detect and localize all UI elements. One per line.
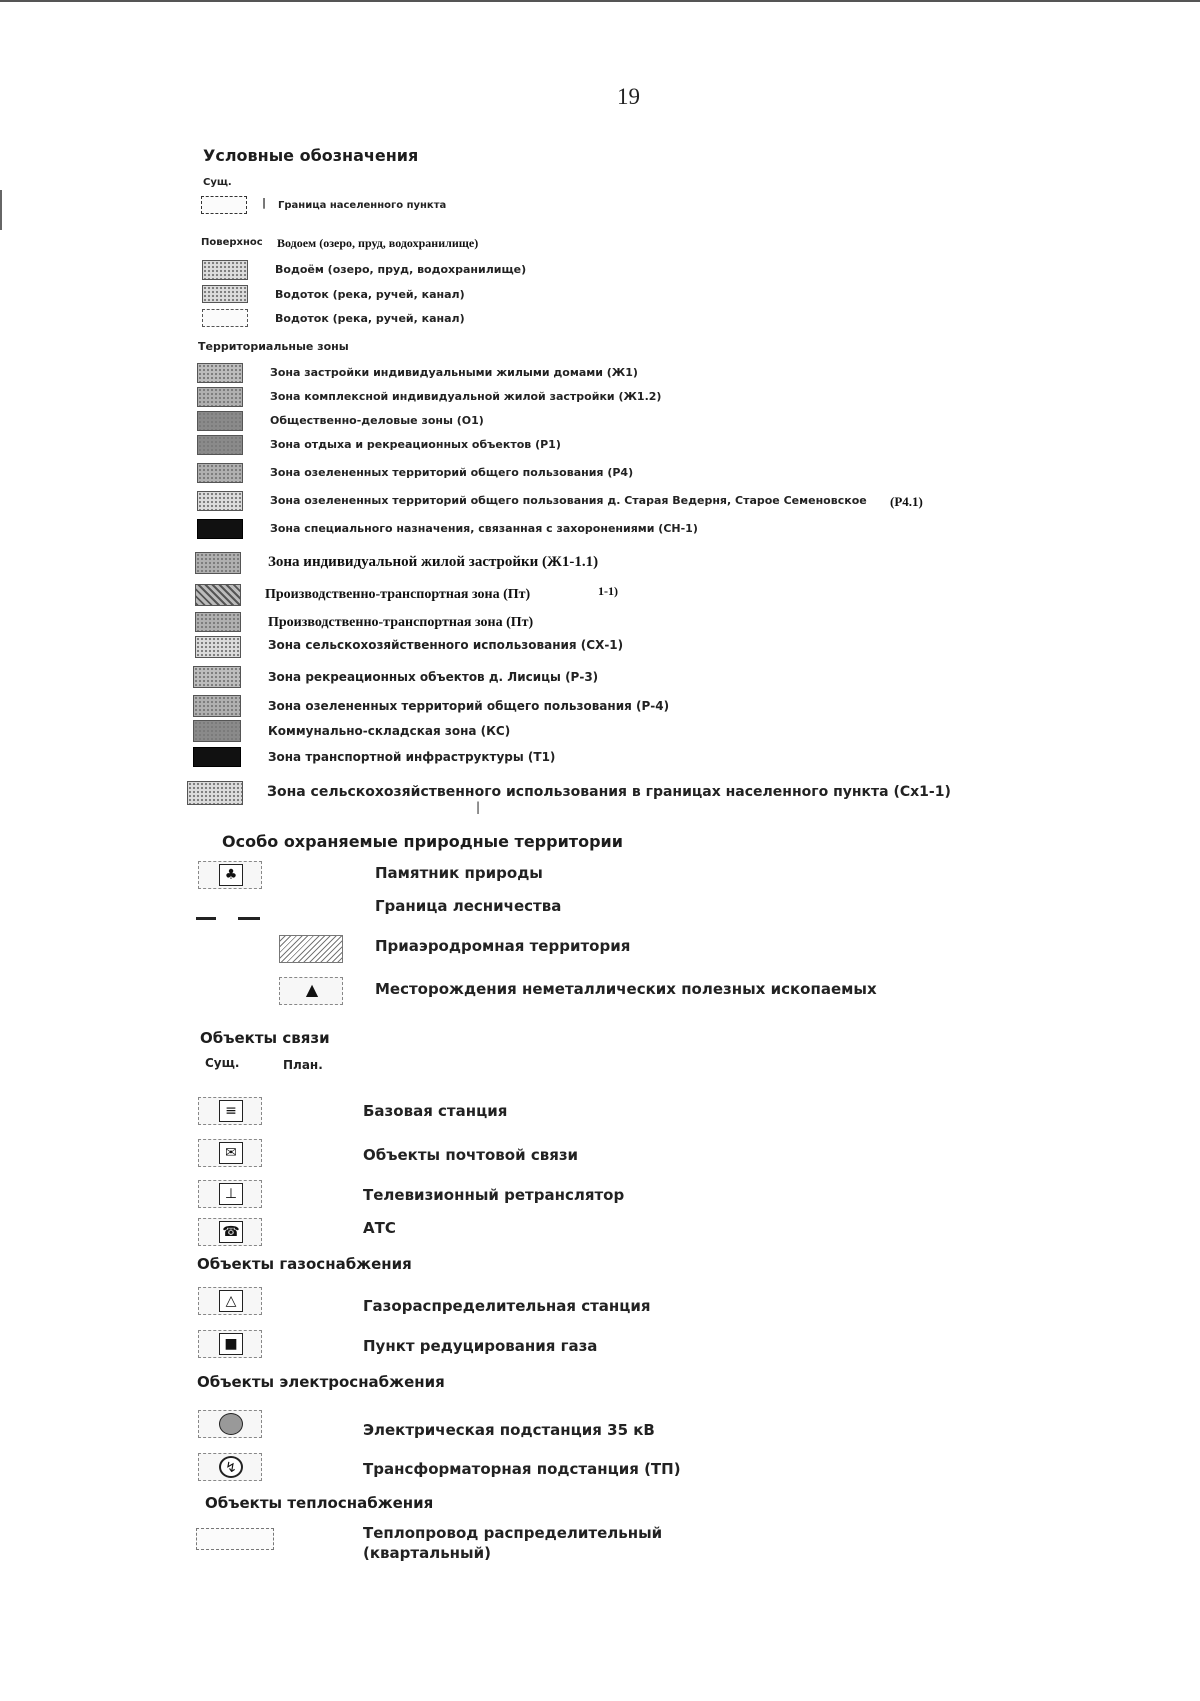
heat-pipe-symbol [196,1528,274,1550]
col-existing: Сущ. [205,1056,240,1070]
zone-r41-swatch [197,491,243,511]
protected-heading: Особо охраняемые природные территории [222,832,623,851]
substation-35-label: Электрическая подстанция 35 кВ [363,1421,655,1439]
gas-station-label: Газораспределительная станция [363,1297,651,1315]
zone-r1-label: Зона отдыха и рекреационных объектов (Р1) [270,438,561,451]
forestry-border-label: Граница лесничества [375,897,562,915]
comm-heading: Объекты связи [200,1029,330,1047]
zone-r4-label: Зона озелененных территорий общего пользования (Р4) [270,466,634,479]
gas-reduction-symbol [198,1330,262,1358]
settlement-border-label: Граница населенного пункта [278,200,447,211]
heat-pipe-label-line2: (квартальный) [363,1544,491,1562]
square-filled-icon: ■ [219,1333,243,1355]
tower-icon: ⊥ [219,1183,243,1205]
base-station-label: Базовая станция [363,1102,508,1120]
zone-r-4-label: Зона озелененных территорий общего пользования (Р-4) [268,699,670,713]
ats-symbol [198,1218,262,1246]
zone-ks-label: Коммунально-складская зона (КС) [268,724,511,738]
heat-heading: Объекты теплоснабжения [205,1494,434,1512]
zone-zh11-label: Зона индивидуальной жилой застройки (Ж1-1.1) [268,554,599,570]
lightning-circle-icon: ↯ [219,1456,243,1478]
deposits-symbol [279,977,343,1005]
zone-pt-swatch [195,612,241,632]
tv-relay-symbol [198,1180,262,1208]
substation-35-symbol [198,1410,262,1438]
zone-zh1-label: Зона застройки индивидуальными жилыми домами (Ж1) [270,366,638,379]
heat-pipe-label-line1: Теплопровод распределительный [363,1524,663,1542]
col-planned: План. [283,1058,323,1072]
airfield-territory-label: Приаэродромная территория [375,937,631,955]
triangle-icon: △ [219,1290,243,1312]
telephone-icon: ☎ [219,1221,243,1243]
zone-skh1-label: Зона сельскохозяйственного использования (СХ-1) [268,638,624,652]
scan-artifact-mark: | [476,800,481,814]
zone-t1-swatch [193,747,241,767]
scan-top-edge [0,0,1200,2]
postal-label: Объекты почтовой связи [363,1146,579,1164]
zone-zh12-swatch [197,387,243,407]
water-item-1: Водоём (озеро, пруд, водохранилище) [275,263,527,276]
settlement-border-symbol [201,196,247,214]
tv-relay-label: Телевизионный ретранслятор [363,1186,625,1204]
base-station-symbol [198,1097,262,1125]
watercourse-swatch [202,285,248,303]
scan-left-edge [0,190,2,230]
existing-label: Сущ. [203,177,232,188]
zone-cx11-label: Зона сельскохозяйственного использования в границах населенного пункта (Сх1-1) [267,784,951,800]
zone-r3-label: Зона рекреационных объектов д. Лисицы (Р-3) [268,670,599,684]
gas-reduction-label: Пункт редуцирования газа [363,1337,598,1355]
forestry-border-dash-2 [238,917,260,920]
zone-o1-label: Общественно-деловые зоны (О1) [270,414,484,427]
tree-icon: ♣ [219,864,243,886]
transformer-label: Трансформаторная подстанция (ТП) [363,1460,681,1478]
zone-r4-swatch [197,463,243,483]
water-heading: Водоем (озеро, пруд, водохранилище) [277,236,479,250]
zone-zh12-label: Зона комплексной индивидуальной жилой застройки (Ж1.2) [270,390,662,403]
nature-monument-symbol [198,861,262,889]
watercourse-line-swatch [202,309,248,327]
settlement-border-divider: | [262,196,267,209]
nature-monument-label: Памятник природы [375,864,543,882]
legend-title: Условные обозначения [203,146,419,165]
postal-symbol [198,1139,262,1167]
gas-station-symbol [198,1287,262,1315]
zone-r41-code: (Р4.1) [890,494,923,509]
water-item-2: Водоток (река, ручей, канал) [275,288,465,301]
zone-o1-swatch [197,411,243,431]
zone-pt-label: Производственно-транспортная зона (Пт) [268,615,534,630]
zone-r41-label: Зона озелененных территорий общего пользования д. Старая Ведерня, Старое Семеновское [270,494,867,507]
zone-cx11-swatch [187,781,243,805]
zones-heading: Территориальные зоны [198,340,349,353]
gas-heading: Объекты газоснабжения [197,1255,412,1273]
ats-label: АТС [363,1219,396,1237]
zone-t1-label: Зона транспортной инфраструктуры (Т1) [268,750,556,764]
forestry-border-dash-1 [196,917,216,920]
power-heading: Объекты электроснабжения [197,1373,445,1391]
zone-sn1-swatch [197,519,243,539]
page-number: 19 [617,84,640,109]
substation-circle-icon [219,1413,243,1435]
zone-zh1-swatch [197,363,243,383]
zone-r-4-swatch [193,695,241,717]
zone-ks-swatch [193,720,241,742]
surface-label: Поверхнос [201,237,263,248]
antenna-waves-icon: ≡ [219,1100,243,1122]
zone-skh1-swatch [195,636,241,658]
deposits-label: Месторождения неметаллических полезных ископаемых [375,980,877,998]
zone-r1-swatch [197,435,243,455]
zone-pt11-label: Производственно-транспортная зона (Пт) [265,587,531,602]
airfield-territory-swatch [279,935,343,963]
envelope-icon: ✉ [219,1142,243,1164]
zone-pt11-swatch [195,584,241,606]
water-item-3: Водоток (река, ручей, канал) [275,312,465,325]
water-body-swatch [202,260,248,280]
zone-sn1-label: Зона специального назначения, связанная с захоронениями (СН-1) [270,522,698,535]
zone-r3-swatch [193,666,241,688]
deposit-icon: ▲ [305,980,319,999]
zone-pt11-suffix: 1-1) [598,584,618,598]
transformer-symbol [198,1453,262,1481]
zone-zh11-swatch [195,552,241,574]
